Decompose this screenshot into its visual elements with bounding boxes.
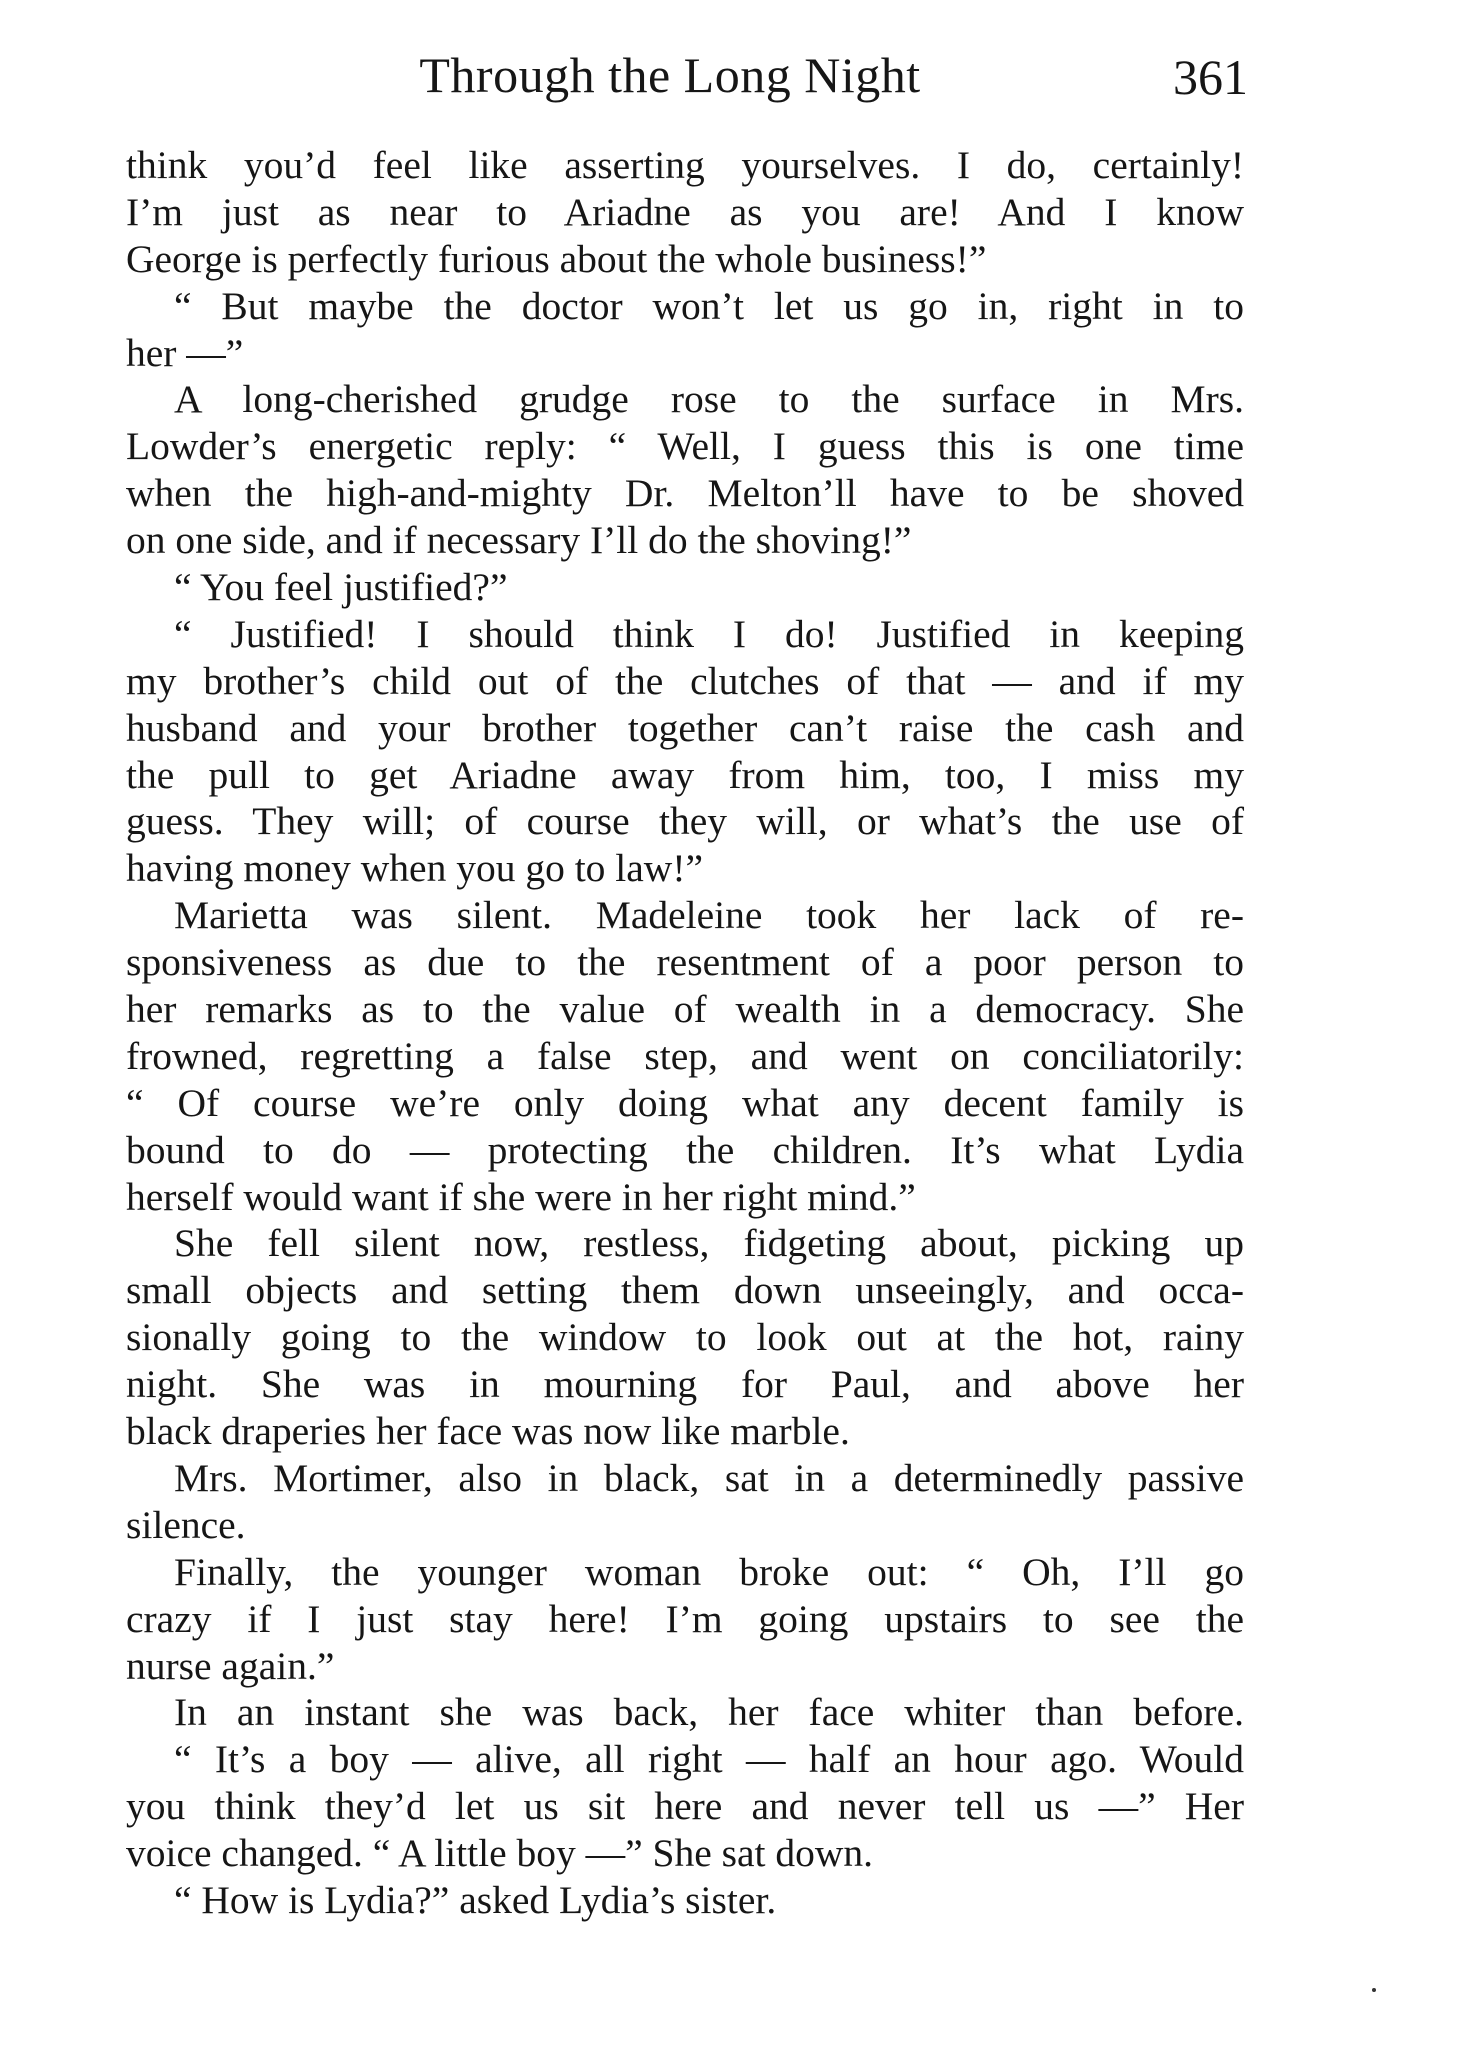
print-speck (1372, 1988, 1376, 1992)
text-line: her —” (126, 330, 244, 375)
text-line: her remarks as to the value of wealth in a democracy. She (126, 987, 1244, 1032)
text-line: Finally, the younger woman broke out: “ Oh, I’ll go (174, 1549, 1244, 1594)
text-line: having money when you go to law!” (126, 846, 704, 891)
text-line: crazy if I just stay here! I’m going upstairs to see the (126, 1596, 1244, 1641)
text-line: bound to do — protecting the children. It’s what Lydia (126, 1127, 1244, 1172)
text-line: voice changed. “ A little boy —” She sat down. (126, 1831, 874, 1876)
text-line: you think they’d let us sit here and never tell us —” Her (126, 1784, 1244, 1829)
body-text (126, 142, 1244, 1924)
text-line: “ You feel justified?” (174, 565, 508, 610)
text-line: She fell silent now, restless, fidgeting about, picking up (174, 1221, 1244, 1266)
text-line: think you’d feel like asserting yourselves. I do, certainly! (126, 143, 1244, 187)
text-line: black draperies her face was now like marble. (126, 1409, 850, 1454)
text-line: the pull to get Ariadne away from him, too, I miss my (126, 752, 1244, 797)
text-line: Lowder’s energetic reply: “ Well, I guess this is one time (126, 424, 1244, 469)
text-line: night. She was in mourning for Paul, and above her (126, 1362, 1244, 1407)
text-line: guess. They will; of course they will, or what’s the use of (126, 799, 1244, 844)
text-line: “ How is Lydia?” asked Lydia’s sister. (174, 1877, 777, 1922)
page-number: 361 (1173, 49, 1248, 105)
text-line: “ Justified! I should think I do! Justified in keeping (174, 611, 1244, 656)
text-line: sponsiveness as due to the resentment of a poor person to (126, 940, 1244, 985)
text-line: Mrs. Mortimer, also in black, sat in a determinedly passive (174, 1455, 1244, 1500)
running-title-text: Through the Long Night (419, 47, 921, 103)
page-header (140, 46, 1248, 116)
text-line: husband and your brother together can’t raise the cash and (126, 705, 1244, 750)
text-line: nurse again.” (126, 1643, 335, 1688)
text-line: small objects and setting them down unseeingly, and occa- (126, 1268, 1244, 1313)
text-line: “ But maybe the doctor won’t let us go in, right in to (174, 283, 1244, 328)
text-line: “ It’s a boy — alive, all right — half an hour ago. Would (174, 1737, 1244, 1782)
text-line: I’m just as near to Ariadne as you are! And I know (126, 189, 1244, 234)
text-line: when the high-and-mighty Dr. Melton’ll have to be shoved (126, 471, 1244, 516)
running-title (140, 46, 1240, 104)
text-line: In an instant she was back, her face whiter than before. (174, 1690, 1244, 1735)
text-line: A long-cherished grudge rose to the surface in Mrs. (174, 377, 1244, 422)
text-line: my brother’s child out of the clutches of that — and if my (126, 658, 1244, 703)
text-line: George is perfectly furious about the whole business!” (126, 236, 987, 281)
text-line: Marietta was silent. Madeleine took her lack of re- (174, 893, 1244, 938)
text-line: frowned, regretting a false step, and went on conciliatorily: (126, 1033, 1244, 1078)
text-line: silence. (126, 1502, 246, 1547)
text-line: sionally going to the window to look out at the hot, rainy (126, 1315, 1244, 1360)
text-line: herself would want if she were in her right mind.” (126, 1174, 916, 1219)
text-line: “ Of course we’re only doing what any decent family is (126, 1080, 1244, 1125)
text-line: on one side, and if necessary I’ll do the shoving!” (126, 518, 912, 563)
